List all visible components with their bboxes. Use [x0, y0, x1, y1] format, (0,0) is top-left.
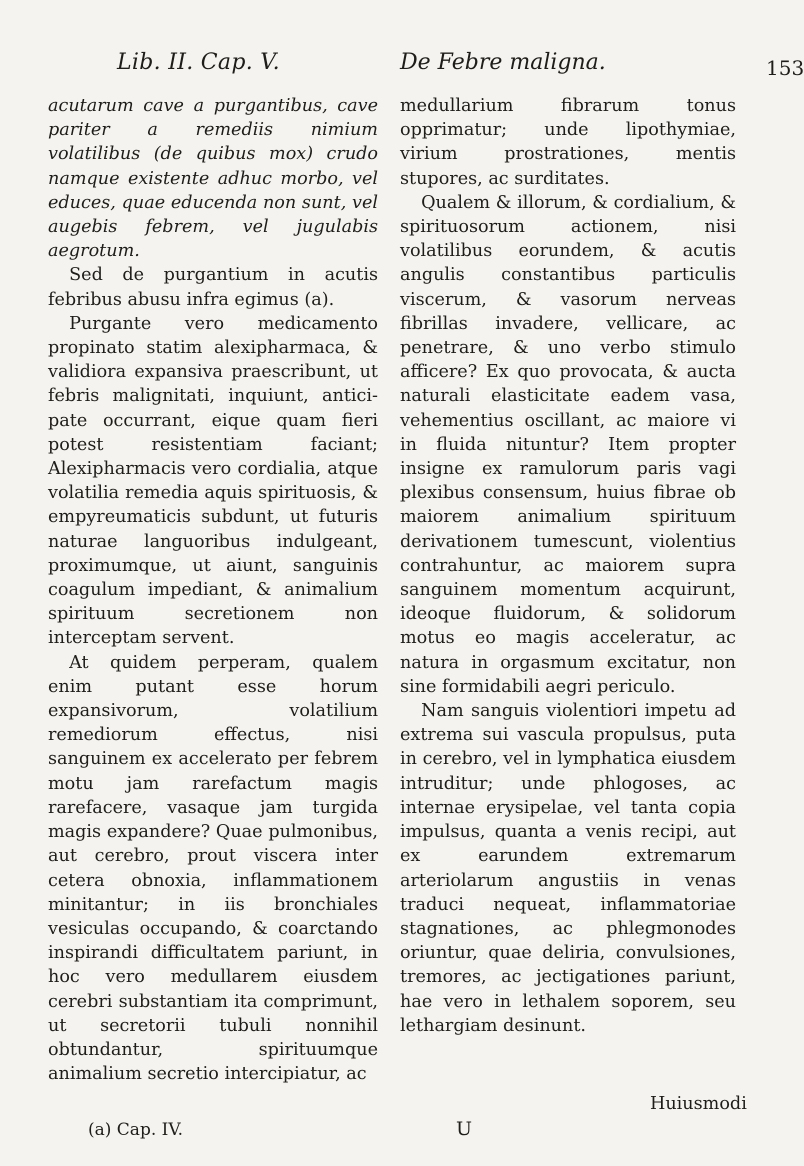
- paragraph: Qualem & illorum, & cordialium, & spirituosorum actionem, nisi volatilibus eorundem, & acutis angulis constantibus particulis viscerum, & vasorum nerveas fibrillas invadere, vellicare, ac penetrare, & uno verbo stimulo afficere? Ex quo provocata, & aucta naturali elasticitate eadem vasa, vehementius oscillant, ac maiore vi in fluida nituntur? Item propter insigne ex ramulorum paris vagi plexibus consensum, huius fibrae ob maiorem animalium spirituum derivationem tumescunt, violentius contrahuntur, ac maiorem supra sanguinem momentum acquirunt, ideoque fluidorum, & solidorum motus eo magis acceleratur, ac natura in orgasmum excitatur, non sine formidabili aegri periculo.: [400, 192, 736, 697]
- page-footer: [0, 1094, 800, 1146]
- right-column: [400, 94, 736, 1038]
- paragraph: acutarum cave a purgantibus, cave pariter a remediis nimium volatilibus (de quibus mox) crudo namque existente adhuc morbo, vel educes, quae educenda non sunt, vel augebis febrem, vel jugulabis aegrotum.: [48, 96, 378, 262]
- running-head-left: Lib. II. Cap. V.: [117, 50, 280, 75]
- paragraph: At quidem perperam, qualem enim putant esse horum expansivorum, volatilium remediorum effectus, nisi sanguinem ex accelerato per febrem motu jam rarefactum magis rarefacere, vasaque jam turgida magis expandere? Quae pulmonibus, aut cerebro, prout viscera inter cetera obnoxia, inflammationem minitantur; in iis bronchiales vesiculas occupando, & coarctando inspirandi difficultatem pariunt, in hoc vero medullarem eiusdem cerebri substantiam ita comprimunt, ut secretorii tubuli nonnihil obtundantur, spirituumque animalium secretio intercipiatur, ac: [48, 652, 378, 1085]
- paragraph: Sed de purgantium in acutis febribus abusu infra egimus (a).: [48, 265, 378, 310]
- footnote: (a) Cap. IV.: [88, 1120, 184, 1140]
- paragraph: Nam sanguis violentiori impetu ad extrema sui vascula propulsus, puta in cerebro, vel in lymphatica eiusdem intruditur; unde phlogoses, ac internae erysipelae, vel tanta copia impulsus, quanta a venis recipi, aut ex earundem extremarum arteriolarum angustiis in venas traduci nequeat, inflammatoriae stagnationes, ac phlegmonodes oriuntur, quae deliria, convulsiones, tremores, ac jectigationes pariunt, hae vero in lethalem soporem, seu lethargiam desinunt.: [400, 701, 736, 1036]
- catchword: Huiusmodi: [650, 1094, 747, 1114]
- page-number: 153: [766, 56, 804, 80]
- left-column: [48, 94, 378, 1086]
- paragraph: Purgante vero medicamento propinato statim alexipharmaca, & validiora expansiva praescribunt, ut febris malignitati, inquiunt, antici-pate occurrant, eique quam fieri potest resistentiam faciant; Alexipharmacis vero cordialia, atque volatilia remedia aquis spirituosis, & empyreumaticis subdunt, ut futuris naturae languoribus indulgeant, proximumque, ut aiunt, sanguinis coagulum impediant, & animalium spirituum secretionem non interceptam servent.: [48, 313, 378, 649]
- running-head-right: De Febre maligna.: [400, 50, 606, 75]
- signature-mark: U: [456, 1118, 473, 1140]
- page-header: [0, 50, 804, 90]
- paragraph: medullarium fibrarum tonus opprimatur; unde lipothymiae, virium prostrationes, mentis stupores, ac surditates.: [400, 96, 736, 189]
